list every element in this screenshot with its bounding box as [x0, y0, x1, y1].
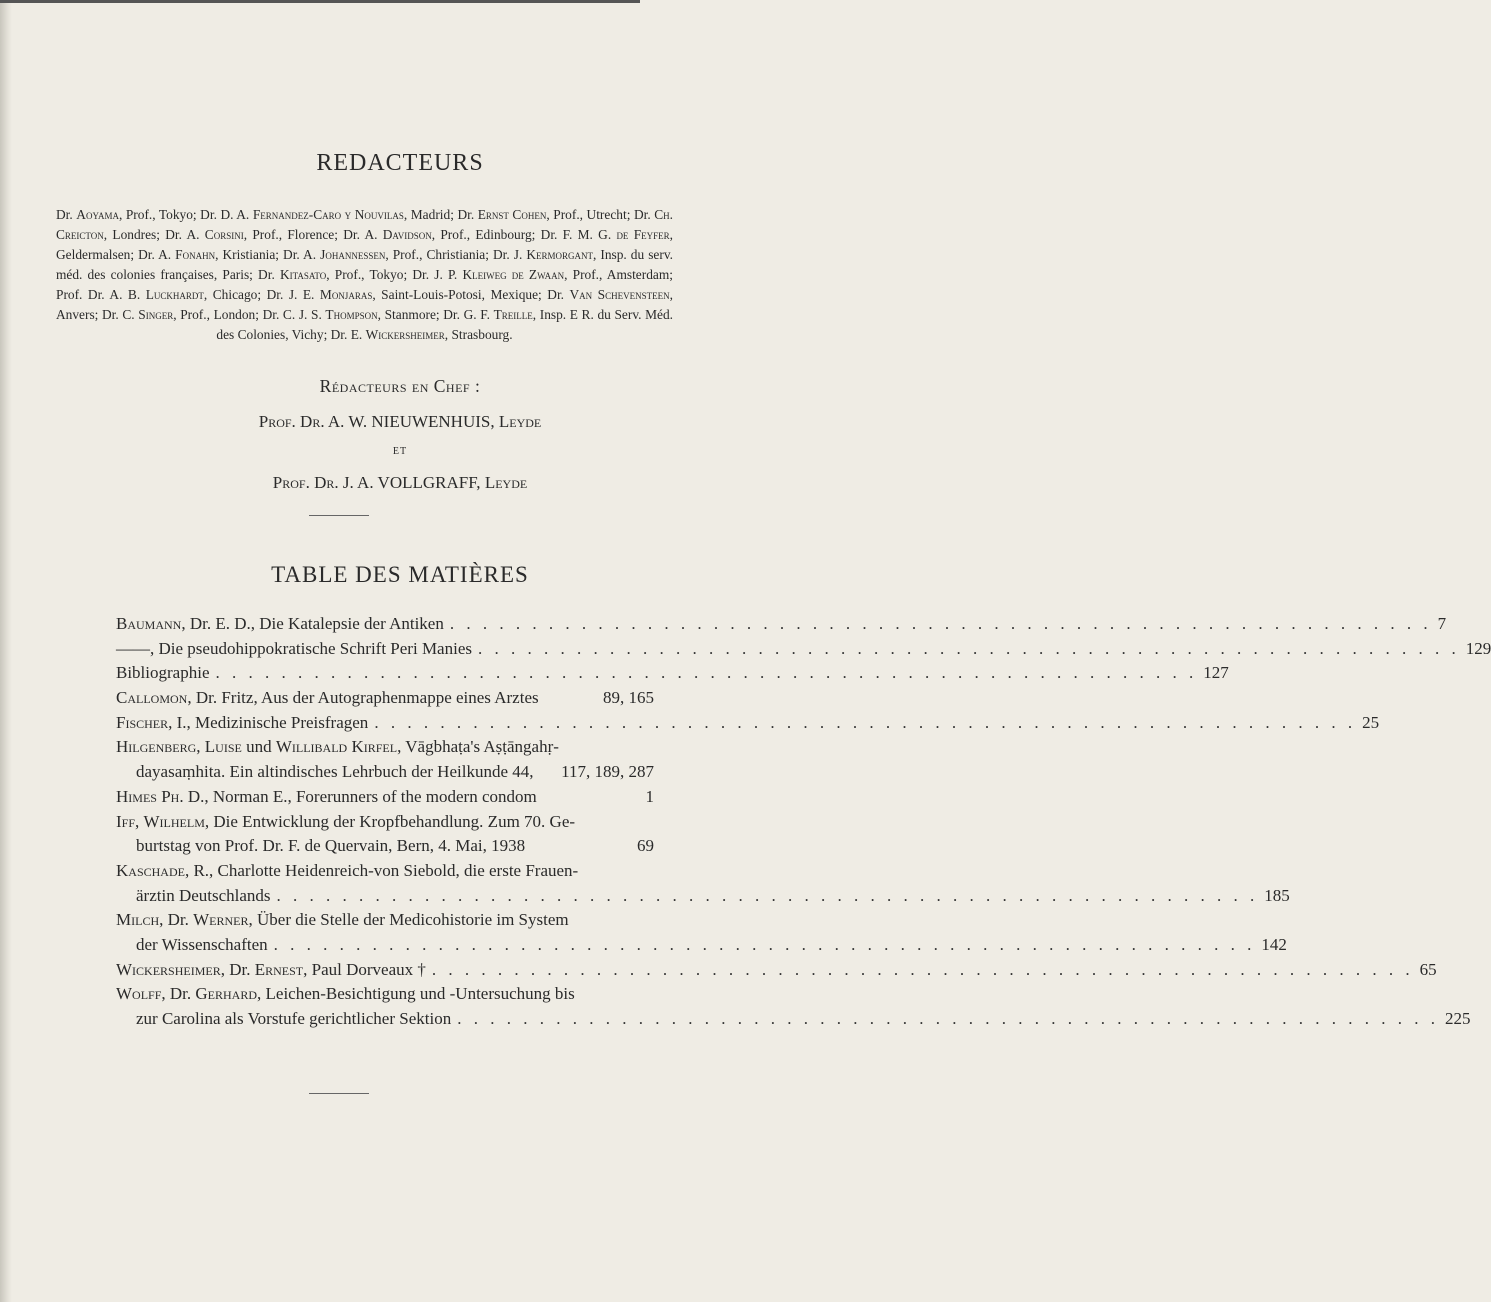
toc-entry-text	[116, 908, 569, 933]
toc-author: Iff	[116, 811, 136, 831]
editor-detail: , Chicago; Dr. J. E.	[203, 287, 320, 302]
toc-author: Callomon	[116, 688, 188, 708]
toc-entry	[116, 785, 654, 810]
toc-entry-text	[116, 834, 525, 859]
top-rule	[0, 0, 640, 3]
toc-author: Wilhelm	[143, 811, 205, 831]
toc-title-text: ärztin Deutschlands	[136, 885, 271, 905]
toc-leader-dots: . . . . . . . . . . . . . . . . . . . . . . . . . . . . . . . . . . . . . . . . . . . . . . . . . . . . . . . . . . . .	[478, 638, 1460, 658]
toc-page-number: 69	[637, 836, 654, 856]
editor-name: de Feyfer	[616, 227, 670, 242]
toc-title-text: , Dr. Fritz, Aus der Autographenmappe eines Arztes	[187, 688, 539, 708]
toc-author: Fischer	[116, 712, 169, 732]
redacteurs-list	[56, 205, 673, 345]
toc-entry-text	[116, 661, 209, 686]
editor-detail: , Prof., Amsterdam; Prof. Dr. A. B.	[56, 267, 673, 302]
toc-title-text: , Über die Stelle der Medicohistorie im System	[248, 910, 569, 930]
editor-name: Corsini	[204, 227, 244, 242]
chief-editor-1-prefix: Prof. Dr.	[258, 412, 325, 431]
editor-detail: , Insp. E R. du Serv. Méd. des Colonies, Vichy; Dr. E.	[216, 307, 673, 342]
toc-entry-text	[116, 637, 472, 662]
section-divider	[309, 515, 369, 516]
toc-title-text: , Leichen-Besichtigung und -Untersuchung bis	[257, 984, 575, 1004]
chief-editor-1-initials: A. W.	[327, 412, 368, 431]
toc-entry-text	[116, 810, 575, 835]
toc-title-text: ——, Die pseudohippokratische Schrift Peri Manies	[116, 638, 472, 658]
editor-name: Wickersheimer	[365, 327, 445, 342]
toc-author: Werner	[193, 910, 249, 930]
toc-page-number: 185	[1264, 885, 1290, 905]
chief-editor-1	[0, 412, 800, 432]
editor-detail: , Prof., Christiania; Dr. J.	[385, 247, 527, 262]
toc-page-number: 89, 165	[603, 688, 654, 708]
editor-name: Thompson	[325, 307, 378, 322]
editor-name: Davidson	[382, 227, 432, 242]
editor-detail: , Kristiania; Dr. A.	[215, 247, 321, 262]
editor-name: Aoyama	[76, 207, 119, 222]
chief-editor-2	[0, 473, 800, 493]
toc-entry	[116, 760, 654, 785]
toc-entry	[116, 982, 654, 1007]
editor-name: Fernandez-Caro y Nouvilas	[252, 207, 404, 222]
toc-entry	[116, 834, 654, 859]
toc-title-text: ,	[196, 737, 205, 757]
editor-detail: , Prof., Tokyo; Dr. D. A.	[118, 207, 253, 222]
toc-entry	[116, 1007, 1471, 1032]
editor-detail: , Strasbourg.	[444, 327, 513, 342]
toc-author: Wolff	[116, 984, 162, 1004]
editor-detail: , Prof., Tokyo; Dr. J. P.	[326, 267, 463, 282]
toc-author: Baumann	[116, 614, 182, 633]
toc-entry	[116, 735, 654, 760]
toc-entry	[116, 958, 1437, 983]
toc-entry-text	[116, 612, 444, 637]
chief-editors-heading: Rédacteurs en Chef :	[319, 376, 481, 396]
editor-name: Johannessen	[320, 247, 386, 262]
chief-editor-2-city: Leyde	[484, 473, 528, 492]
toc-entry-text	[116, 735, 559, 760]
editor-detail: , Anvers; Dr. C.	[56, 287, 673, 322]
page-edge-shadow	[0, 0, 12, 1302]
toc-leader-dots: . . . . . . . . . . . . . . . . . . . . . . . . . . . . . . . . . . . . . . . . . . . . . . . . . . . . . . . . . . . .	[431, 959, 1414, 979]
editor-detail: , Prof., Edinbourg; Dr. F. M. G.	[431, 227, 617, 242]
toc-title-text: , R., Charlotte Heidenreich-von Siebold, die erste Frauen-	[184, 860, 579, 880]
toc-page-number: 127	[1203, 663, 1229, 683]
toc-title-text: , Dr.	[161, 984, 196, 1004]
toc-leader-dots: . . . . . . . . . . . . . . . . . . . . . . . . . . . . . . . . . . . . . . . . . . . . . . . . . . . . . . . . . . . .	[276, 885, 1259, 905]
editor-name: Ch. Creicton	[56, 207, 674, 242]
toc-title-text: , Dr.	[159, 910, 194, 930]
toc-title-text: , Vāgbhaṭa's Aṣṭāngahṛ-	[397, 737, 559, 757]
editor-name: Luckhardt	[145, 287, 204, 302]
toc-entry-text	[116, 982, 575, 1007]
toc-entry-text	[116, 760, 534, 785]
toc-leader-dots: . . . . . . . . . . . . . . . . . . . . . . . . . . . . . . . . . . . . . . . . . . . . . . . . . . . . . . . . . . . .	[457, 1009, 1439, 1028]
toc-title-text: , Dr. E. D., Die Katalepsie der Antiken	[181, 614, 444, 633]
editor-detail: , Londres; Dr. A.	[103, 227, 205, 242]
toc-title-text: , Norman E., Forerunners of the modern condom	[204, 786, 537, 806]
toc-author: Kaschade	[116, 860, 185, 880]
editor-name: Ernst Cohen	[477, 207, 547, 222]
toc-author: Willibald Kirfel	[275, 737, 398, 757]
toc-entry	[116, 884, 1290, 909]
toc-author: Hilgenberg	[116, 737, 197, 757]
toc-title-text: Bibliographie	[116, 663, 210, 683]
toc-author: Ernest	[254, 959, 304, 979]
editor-detail: , Prof., Utrecht; Dr.	[546, 207, 655, 222]
toc-entry	[116, 612, 1447, 637]
toc-entry-text	[116, 933, 268, 958]
toc-title-text: , Paul Dorveaux †	[303, 959, 426, 979]
editor-name: Kermorgant	[526, 247, 593, 262]
toc-title-text: ,	[135, 811, 144, 831]
editor-detail: , Insp. du serv. méd. des colonies françaises, Paris; Dr.	[56, 247, 673, 282]
toc-author: Wickersheimer	[116, 959, 221, 979]
table-of-contents	[116, 612, 1491, 1032]
toc-page-number: 129	[1465, 638, 1491, 658]
toc-entry	[116, 933, 1287, 958]
toc-title-text: dayasaṃhita. Ein altindisches Lehrbuch der Heilkunde 44,	[136, 762, 534, 782]
editor-detail: Dr.	[56, 207, 77, 222]
toc-entry	[116, 686, 654, 711]
editor-name: Monjaras	[319, 287, 373, 302]
toc-title-text: , Die Entwicklung der Kropfbehandlung. Zum 70. Ge-	[204, 811, 576, 831]
editor-detail: , Stanmore; Dr. G. F.	[377, 307, 494, 322]
toc-entry	[116, 908, 654, 933]
end-divider	[309, 1093, 369, 1094]
toc-entry-text	[116, 785, 537, 810]
toc-entry	[116, 637, 1491, 662]
toc-entry	[116, 711, 1380, 736]
toc-title-text: zur Carolina als Vorstufe gerichtlicher Sektion	[136, 1009, 452, 1028]
editor-detail: , Saint-Louis-Potosi, Mexique; Dr.	[372, 287, 570, 302]
toc-entry	[116, 859, 654, 884]
toc-title-text: und	[241, 737, 276, 757]
toc-entry	[116, 810, 654, 835]
editor-detail: , Geldermalsen; Dr. A.	[56, 227, 674, 262]
editor-detail: , Prof., London; Dr. C. J. S.	[173, 307, 326, 322]
toc-author: Luise	[204, 737, 242, 757]
toc-page-number: 142	[1261, 934, 1287, 954]
toc-heading: TABLE DES MATIÈRES	[271, 562, 529, 587]
toc-entry-text	[116, 884, 271, 909]
editor-name: Kitasato	[279, 267, 327, 282]
editor-name: Van Schevensteen	[569, 287, 670, 302]
toc-entry-text	[116, 711, 368, 736]
chief-editor-2-name: VOLLGRAFF,	[377, 473, 481, 492]
toc-leader-dots: . . . . . . . . . . . . . . . . . . . . . . . . . . . . . . . . . . . . . . . . . . . . . . . . . . . . . . . . . . . .	[215, 663, 1198, 683]
toc-page-number: 117, 189, 287	[561, 762, 654, 782]
toc-page-number: 7	[1437, 614, 1447, 633]
redacteurs-heading: REDACTEURS	[316, 150, 484, 176]
toc-page-number: 25	[1362, 712, 1380, 732]
chief-editor-1-city: Leyde	[498, 412, 542, 431]
editor-name: Fonahn	[175, 247, 216, 262]
toc-title-text: , I., Medizinische Preisfragen	[168, 712, 369, 732]
editor-name: Kleiweg de Zwaan	[462, 267, 565, 282]
chief-editor-1-name: NIEUWENHUIS,	[371, 412, 495, 431]
toc-page-number: 1	[645, 786, 654, 806]
editor-name: Treille	[493, 307, 533, 322]
toc-entry-text	[116, 686, 539, 711]
chief-conjunction: ET	[392, 446, 408, 457]
toc-leader-dots: . . . . . . . . . . . . . . . . . . . . . . . . . . . . . . . . . . . . . . . . . . . . . . . . . . . . . . . . . . . .	[374, 712, 1357, 732]
toc-entry-text	[116, 958, 426, 983]
toc-page-number: 225	[1444, 1009, 1471, 1028]
toc-page-number: 65	[1419, 959, 1437, 979]
toc-author: Gerhard	[195, 984, 258, 1004]
toc-title-text: , Dr.	[220, 959, 255, 979]
toc-entry-text	[116, 1007, 451, 1032]
toc-title-text: burtstag von Prof. Dr. F. de Quervain, Bern, 4. Mai, 1938	[136, 836, 526, 856]
toc-title-text: der Wissenschaften	[136, 934, 268, 954]
chief-editor-2-initials: J. A.	[342, 473, 374, 492]
toc-leader-dots: . . . . . . . . . . . . . . . . . . . . . . . . . . . . . . . . . . . . . . . . . . . . . . . . . . . . . . . . . . . .	[273, 934, 1256, 954]
toc-author: Milch	[116, 910, 160, 930]
editor-detail: , Prof., Florence; Dr. A.	[243, 227, 383, 242]
editor-name: Singer	[138, 307, 174, 322]
toc-author: Himes Ph. D.	[116, 786, 205, 806]
chief-editor-2-prefix: Prof. Dr.	[272, 473, 339, 492]
toc-leader-dots: . . . . . . . . . . . . . . . . . . . . . . . . . . . . . . . . . . . . . . . . . . . . . . . . . . . . . . . . . . . .	[449, 614, 1432, 633]
toc-entry-text	[116, 859, 578, 884]
editor-detail: , Madrid; Dr.	[403, 207, 478, 222]
toc-entry	[116, 661, 1229, 686]
